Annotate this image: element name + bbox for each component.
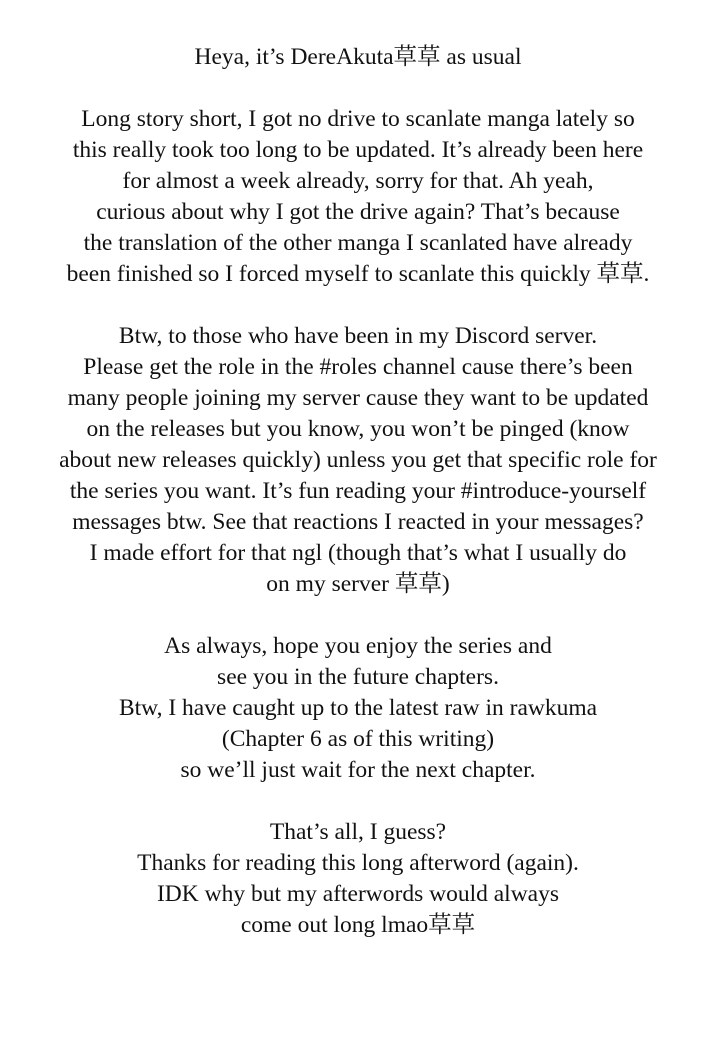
paragraph-gap [0, 290, 716, 321]
paragraph-2-line: the series you want. It’s fun reading your #introduce-yourself [69, 478, 647, 504]
paragraph-1-line: this really took too long to be updated. It’s already been here [72, 137, 644, 163]
paragraph-4-line: IDK why but my afterwords would always [156, 881, 560, 907]
paragraph-gap [0, 73, 716, 104]
paragraph-gap [0, 786, 716, 817]
paragraph-4-line: That’s all, I guess? [269, 819, 447, 845]
paragraph-1-line: curious about why I got the drive again? That’s because [96, 199, 620, 225]
paragraph-1-line: for almost a week already, sorry for that. Ah yeah, [122, 168, 594, 194]
afterword-text [0, 42, 716, 941]
paragraph-2-line: on my server 草草) [266, 571, 450, 597]
paragraph-2 [0, 321, 716, 600]
paragraph-4-line: come out long lmao草草 [240, 912, 476, 938]
paragraph-2-line: about new releases quickly) unless you get that specific role for [59, 447, 657, 473]
paragraph-gap [0, 600, 716, 631]
paragraph-1-line: Long story short, I got no drive to scanlate manga lately so [81, 106, 635, 132]
paragraph-2-line: many people joining my server cause they want to be updated [67, 385, 649, 411]
paragraph-3 [0, 631, 716, 786]
paragraph-2-line: on the releases but you know, you won’t be pinged (know [86, 416, 630, 442]
paragraph-2-line: Please get the role in the #roles channel cause there’s been [83, 354, 633, 380]
paragraph-3-line: see you in the future chapters. [217, 664, 499, 690]
paragraph-4 [0, 817, 716, 941]
paragraph-1-line: the translation of the other manga I scanlated have already [83, 230, 633, 256]
paragraph-3-line: so we’ll just wait for the next chapter. [180, 757, 536, 783]
paragraph-2-line: messages btw. See that reactions I reacted in your messages? [72, 509, 644, 535]
paragraph-3-line: (Chapter 6 as of this writing) [221, 726, 495, 752]
paragraph-2-line: I made effort for that ngl (though that’s what I usually do [89, 540, 627, 566]
paragraph-3-line: As always, hope you enjoy the series and [164, 633, 552, 659]
greeting-line: Heya, it’s DereAkuta草草 as usual [194, 44, 522, 70]
paragraph-3-line: Btw, I have caught up to the latest raw in rawkuma [118, 695, 598, 721]
paragraph-4-line: Thanks for reading this long afterword (again). [137, 850, 579, 876]
paragraph-1-line: been finished so I forced myself to scanlate this quickly 草草. [66, 261, 650, 287]
paragraph-2-line: Btw, to those who have been in my Discord server. [118, 323, 598, 349]
paragraph-1 [0, 104, 716, 290]
